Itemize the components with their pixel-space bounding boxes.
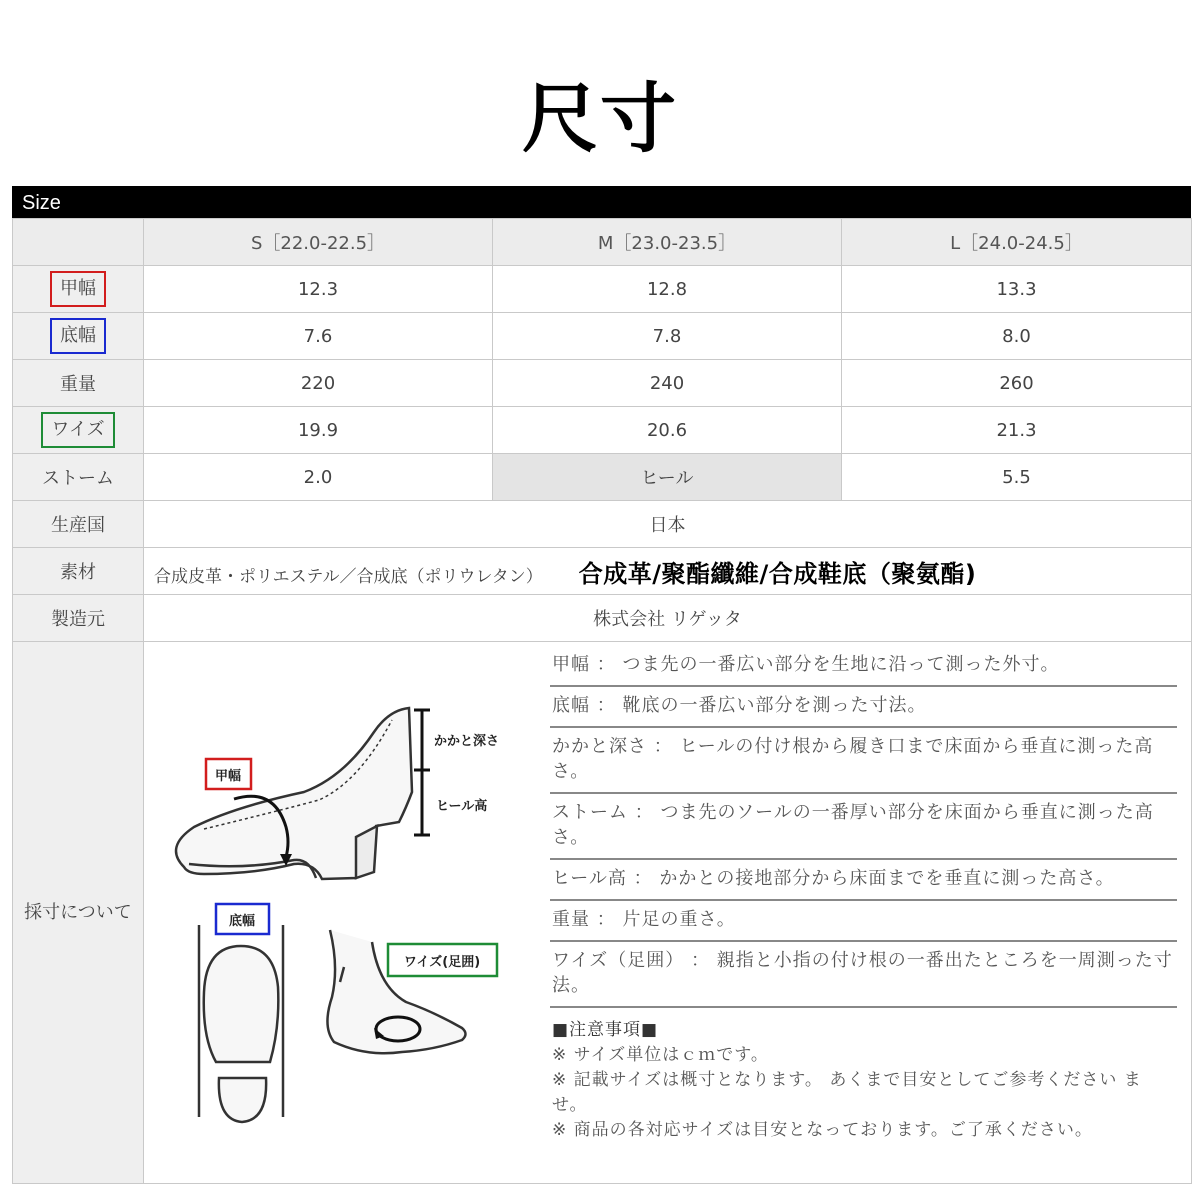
cell-wise-m: 20.6 <box>493 407 842 454</box>
size-section-header: Size <box>12 186 1191 218</box>
measurement-cell <box>144 642 1192 1184</box>
note-weight: 重量 ： 片足の重さ。 <box>550 901 1177 942</box>
measurement-label: 採寸について <box>13 642 144 1184</box>
sole-outline-icon <box>199 925 283 1122</box>
material-translation: 合成革/聚酯纖維/合成鞋底（聚氨酯) <box>578 559 977 588</box>
row-label-cell <box>13 266 144 313</box>
cell-maker-value: 株式会社 リゲッタ <box>144 595 1192 642</box>
measurement-notes <box>550 646 1177 1143</box>
pump-shoe-icon <box>176 708 412 879</box>
caution-section <box>550 1008 1177 1143</box>
caution-line: ※ 商品の各対応サイズは目安となっております。ご了承ください。 <box>552 1120 1093 1140</box>
origin-label: 生産国 <box>13 501 144 548</box>
cell-material-value <box>144 548 1192 595</box>
maker-label: 製造元 <box>13 595 144 642</box>
cell-instep-m: 12.8 <box>493 266 842 313</box>
table-row-wise <box>13 407 1192 454</box>
table-row-storm <box>13 454 1192 501</box>
sole-width-illus-label: 底幅 <box>228 914 256 929</box>
note-storm: ストーム ： つま先のソールの一番厚い部分を床面から垂直に測った高さ。 <box>550 794 1177 860</box>
table-row-sole-width <box>13 313 1192 360</box>
cell-weight-l: 260 <box>842 360 1192 407</box>
table-row-material <box>13 548 1192 595</box>
table-row-origin <box>13 501 1192 548</box>
material-label: 素材 <box>13 548 144 595</box>
table-row-measurement <box>13 642 1192 1184</box>
note-heel-height: ヒール高 ： かかとの接地部分から床面までを垂直に測った高さ。 <box>550 860 1177 901</box>
table-row-weight <box>13 360 1192 407</box>
page-title: 尺寸 <box>522 74 678 163</box>
note-sole-width: 底幅 ： 靴底の一番広い部分を測った寸法。 <box>550 687 1177 728</box>
note-wise: ワイズ（足囲） ： 親指と小指の付け根の一番出たところを一周測った寸法。 <box>550 942 1177 1008</box>
caution-title: ■注意事項■ <box>552 1020 659 1040</box>
table-row-instep <box>13 266 1192 313</box>
cell-sole-width-s: 7.6 <box>144 313 493 360</box>
instep-label: 甲幅 <box>50 271 106 307</box>
wise-label: ワイズ <box>41 412 114 448</box>
weight-label: 重量 <box>13 360 144 407</box>
material-text: 合成皮革・ポリエステル／合成底（ポリウレタン） <box>154 566 543 587</box>
table-row-maker <box>13 595 1192 642</box>
corner-cell <box>13 219 144 266</box>
row-label-cell <box>13 313 144 360</box>
cell-origin-value: 日本 <box>144 501 1192 548</box>
note-instep: 甲幅 ： つま先の一番広い部分を生地に沿って測った外寸。 <box>550 646 1177 687</box>
heel-dimension-lines-icon <box>414 710 430 835</box>
caution-line: ※ サイズ単位はｃｍです。 <box>552 1045 769 1065</box>
note-heel-depth: かかと深さ ： ヒールの付け根から履き口まで床面から垂直に測った高さ。 <box>550 728 1177 794</box>
heel-height-illus-label: ヒール高 <box>436 799 488 814</box>
shoe-measurement-illustration <box>144 642 539 1184</box>
size-header-row <box>13 219 1192 266</box>
heel-label: ヒール <box>493 454 842 501</box>
col-header-l: L［24.0-24.5］ <box>842 219 1192 266</box>
cell-storm-value: 2.0 <box>144 454 493 501</box>
cell-wise-l: 21.3 <box>842 407 1192 454</box>
col-header-m: M［23.0-23.5］ <box>493 219 842 266</box>
size-table <box>12 218 1192 1184</box>
cell-sole-width-l: 8.0 <box>842 313 1192 360</box>
caution-line: ※ 記載サイズは概寸となります。 あくまで目安としてご参考ください ませ。 <box>552 1070 1142 1115</box>
cell-heel-value: 5.5 <box>842 454 1192 501</box>
wise-illus-label: ワイズ(足囲) <box>403 955 481 970</box>
col-header-s: S［22.0-22.5］ <box>144 219 493 266</box>
cell-sole-width-m: 7.8 <box>493 313 842 360</box>
cell-wise-s: 19.9 <box>144 407 493 454</box>
sole-width-label: 底幅 <box>50 318 106 354</box>
cell-weight-s: 220 <box>144 360 493 407</box>
cell-instep-l: 13.3 <box>842 266 1192 313</box>
row-label-cell <box>13 407 144 454</box>
heel-depth-illus-label: かかと深さ <box>434 734 500 749</box>
storm-label: ストーム <box>13 454 144 501</box>
cell-weight-m: 240 <box>493 360 842 407</box>
cell-instep-s: 12.3 <box>144 266 493 313</box>
instep-illus-label: 甲幅 <box>214 769 242 784</box>
